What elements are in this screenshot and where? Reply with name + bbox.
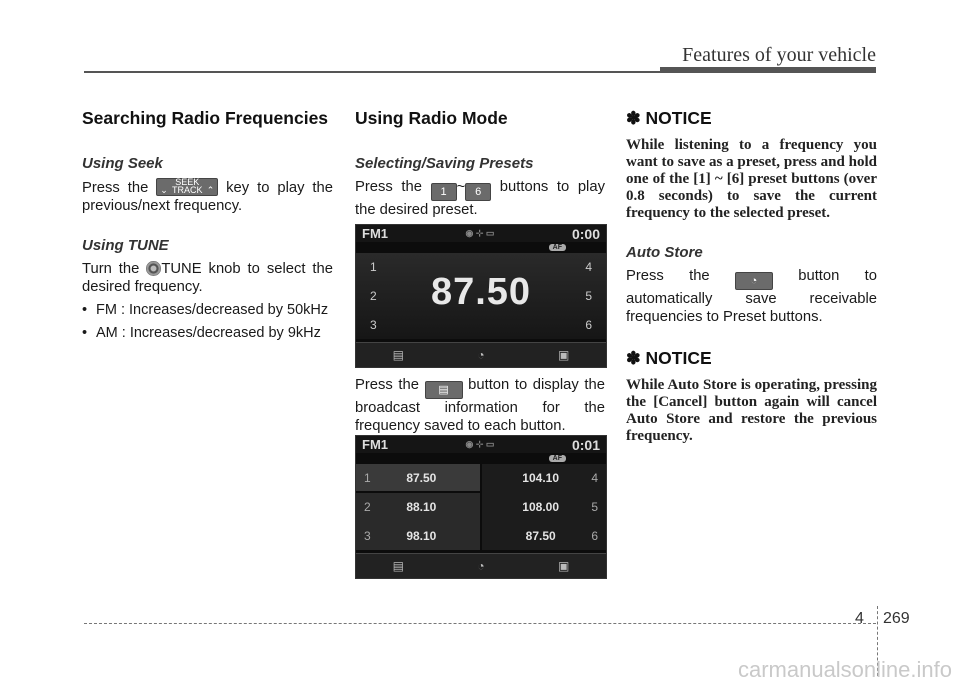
- info-text-after: button to display the broadcast information for the frequency saved to each button.: [355, 377, 605, 434]
- clock: 0:00: [571, 225, 600, 242]
- info-paragraph: [355, 376, 605, 435]
- preset-number: 5: [585, 288, 592, 303]
- footer-rule: [84, 623, 876, 624]
- preset-numbers-right: [585, 253, 592, 339]
- tune-text-before: Turn the: [82, 261, 140, 277]
- preset-row-number: 4: [591, 470, 598, 485]
- preset-row-number: 3: [364, 528, 371, 543]
- preset-number: 3: [370, 317, 377, 332]
- notice-heading: ✽ NOTICE: [626, 108, 712, 128]
- preset-number: 2: [370, 288, 377, 303]
- menu-softkey-icon: ▣: [557, 559, 570, 573]
- preset-row-frequency: 104.10: [522, 470, 559, 485]
- preset-row-frequency: 88.10: [406, 499, 437, 514]
- preset-number: 6: [585, 317, 592, 332]
- subheading-using-seek: Using Seek: [82, 155, 163, 172]
- screen-status-bar: [356, 436, 606, 453]
- column-radio-mode: [355, 108, 605, 219]
- seek-paragraph: [82, 178, 333, 215]
- key-range-separator: ~: [456, 179, 466, 195]
- subheading-presets: Selecting/Saving Presets: [355, 155, 534, 172]
- autostore-key-icon: ◔: [735, 272, 773, 290]
- preset-row: [356, 464, 480, 491]
- seek-text-before: Press the: [82, 180, 149, 196]
- info-key-icon: ▤: [425, 381, 463, 399]
- column-searching: [82, 108, 333, 342]
- page-header-title: Features of your vehicle: [682, 44, 876, 66]
- chapter-number: 4: [855, 610, 864, 627]
- current-frequency: 87.50: [430, 271, 532, 313]
- preset-list: [356, 464, 606, 550]
- band-label: FM1: [362, 226, 388, 241]
- preset-row-frequency: 87.50: [525, 528, 556, 543]
- notice-autostore-text: While Auto Store is operating, pressing the [Cancel] button again will cancel Auto Store and restore the previous frequency.: [626, 377, 877, 444]
- seek-text-after: key to play the previous/next frequency.: [82, 180, 333, 214]
- preset-row: [356, 493, 480, 520]
- preset-1-key-icon: 1: [431, 183, 457, 201]
- subheading-auto-store: Auto Store: [626, 244, 703, 261]
- preset-row-frequency: 108.00: [522, 499, 559, 514]
- radio-screen-preset: [355, 224, 607, 368]
- band-label: FM1: [362, 437, 388, 452]
- screen-softkeys: [356, 342, 606, 367]
- preset-row: [482, 493, 606, 520]
- header-rule-accent: [660, 67, 876, 73]
- clock: 0:01: [571, 436, 600, 453]
- preset-row: [482, 522, 606, 549]
- af-badge: AF: [549, 244, 566, 251]
- seek-key-label: SEEK: [175, 177, 200, 187]
- section-heading-radio-mode: Using Radio Mode: [355, 108, 508, 128]
- tune-knob-icon: [146, 261, 161, 276]
- presets-text-before: Press the: [355, 179, 422, 195]
- info-softkey-icon: ▤: [392, 559, 405, 573]
- column-notices: [626, 108, 877, 445]
- preset-number: 1: [370, 260, 377, 275]
- bullet-am: • AM : Increases/decreased by 9kHz: [82, 324, 333, 342]
- notice-heading: ✽ NOTICE: [626, 348, 712, 368]
- preset-row-number: 6: [591, 528, 598, 543]
- bullet-fm: • FM : Increases/decreased by 50kHz: [82, 301, 333, 319]
- preset-row-number: 1: [364, 470, 371, 485]
- info-text-before: Press the: [355, 377, 419, 393]
- info-softkey-icon: ▤: [392, 348, 405, 362]
- preset-row-number: 2: [364, 499, 371, 514]
- preset-row-frequency: 98.10: [406, 528, 437, 543]
- screen-main: [356, 253, 606, 339]
- screen-status-bar: [356, 225, 606, 242]
- af-badge: AF: [549, 455, 566, 462]
- presets-paragraph: [355, 178, 605, 219]
- autostore-softkey-icon: ◔: [477, 348, 485, 362]
- preset-row: [482, 464, 606, 491]
- radio-screen-info: [355, 435, 607, 579]
- preset-6-key-icon: 6: [465, 183, 491, 201]
- status-icons: ◉ ⊹ ▭: [465, 439, 495, 449]
- autostore-text-after: button to automatically save receivable frequencies to Preset buttons.: [626, 268, 877, 325]
- screen-softkeys: [356, 553, 606, 578]
- header-rule: [84, 71, 664, 73]
- page-number: 269: [883, 610, 910, 627]
- presets-text-after: buttons to play the desired preset.: [355, 179, 605, 218]
- tune-text-after: TUNE knob to select the desired frequency.: [82, 261, 333, 295]
- notice-preset-text: While listening to a frequency you want to save as a preset, press and hold one of the [1] ~ [6] preset buttons (over 0.8 seconds) to save the current frequency to the selected preset.: [626, 137, 877, 221]
- preset-row-frequency: 87.50: [406, 470, 437, 485]
- autostore-paragraph: [626, 267, 877, 326]
- status-icons: ◉ ⊹ ▭: [465, 228, 495, 238]
- seek-track-key-icon: ⌄ SEEK TRACK ⌃: [156, 178, 218, 196]
- subheading-using-tune: Using TUNE: [82, 237, 169, 254]
- autostore-text-before: Press the: [626, 268, 710, 284]
- menu-softkey-icon: ▣: [557, 348, 570, 362]
- preset-row: [356, 522, 480, 549]
- autostore-softkey-icon: ◔: [477, 559, 485, 573]
- tune-paragraph: [82, 260, 333, 296]
- preset-number: 4: [585, 260, 592, 275]
- watermark: carmanualsonline.info: [737, 657, 952, 682]
- preset-row-number: 5: [591, 499, 598, 514]
- track-key-label: TRACK: [171, 185, 203, 195]
- section-heading-searching: Searching Radio Frequencies: [82, 108, 329, 128]
